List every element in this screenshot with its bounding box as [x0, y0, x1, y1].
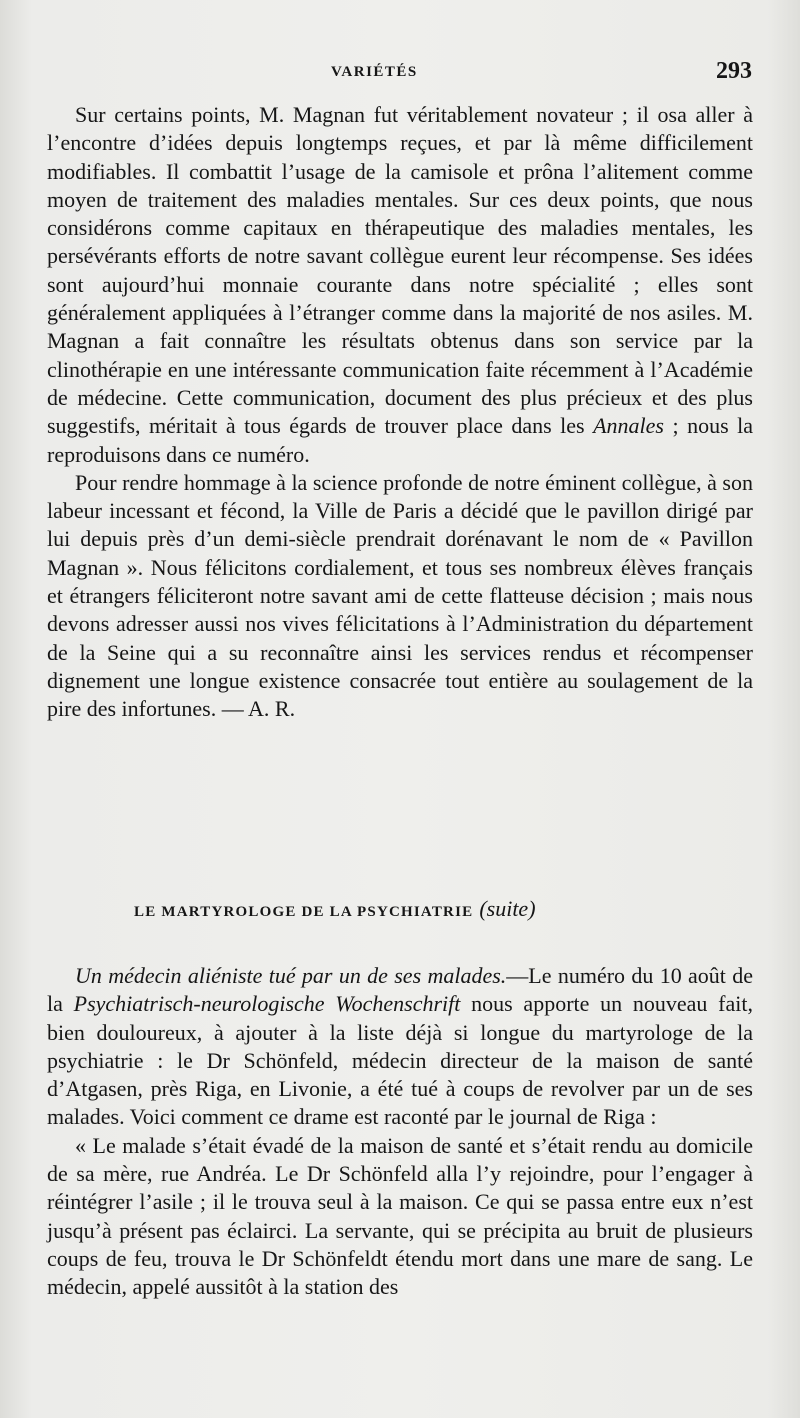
- paragraph-text: nous apporte un nouveau fait, bien douloureux, à ajouter à la liste déjà si longue du martyrologe de la psychiatrie : le Dr Schönfeld, médecin directeur de la maison de santé d’Atgasen, près Riga, en Livonie, a été tué à coups de revolver par un de ses malades. Voici comment ce drame est raconté par le journal de Riga :: [47, 991, 753, 1130]
- journal-title-annales: Annales: [593, 413, 664, 439]
- section-heading: [134, 896, 536, 922]
- paragraph-text: ; nous la reproduisons dans ce numéro.: [47, 413, 753, 467]
- page-number: 293: [716, 58, 752, 84]
- page-header: [0, 60, 800, 90]
- paragraph-text: Sur certains points, M. Magnan fut véritablement novateur ; il osa aller à l’encontre d’idées depuis longtemps reçues, et par là même difficilement modifiables. Il combattit l’usage de la camisole et prôna l’alitement comme moyen de traitement des maladies mentales. Sur ces deux points, que nous considérons comme capitaux en thérapeutique des maladies mentales, les persévérants efforts de notre savant collègue eurent leur récompense. Ses idées sont aujourd’hui monnaie courante dans notre spécialité ; elles sont généralement appliquées à l’étranger comme dans la majorité de nos asiles. M. Magnan a fait connaître les résultats obtenus dans son service par la clinothérapie en une intéressante communication faite récemment à l’Académie de médecine. Cette communication, document des plus précieux et des plus suggestifs, méritait à tous égards de trouver place dans les: [47, 102, 753, 439]
- lead-title: Un médecin aliéniste tué par un de ses malades.: [75, 963, 507, 988]
- section-heading-suite: (suite): [479, 896, 536, 921]
- article-martyrologe: [47, 962, 753, 1302]
- journal-title-wochenschrift: Psychiatrisch-neurologische Wochenschrift: [73, 991, 461, 1017]
- section-heading-text: LE MARTYROLOGE DE LA PSYCHIATRIE: [134, 904, 474, 920]
- paragraph-schonfeld-killed: [47, 962, 753, 1132]
- article-magnan: [47, 101, 753, 724]
- running-head: VARIÉTÉS: [331, 64, 418, 80]
- paragraph-pavillon-magnan: Pour rendre hommage à la science profonde de notre éminent collègue, à son labeur incessant et fécond, la Ville de Paris a décidé que le pavillon dirigé par lui depuis près d’un demi-siècle prendrait dorénavant le nom de « Pavillon Magnan ». Nous félicitons cordialement, et tous ses nombreux élèves français et étrangers féliciteront notre savant ami de cette flatteuse décision ; mais nous devons adresser aussi nos vives félicitations à l’Administration du département de la Seine qui a su reconnaître ainsi les services rendus et récompenser dignement une longue existence consacrée tout entière au soulagement de la pire des infortunes. — A. R.: [47, 469, 753, 722]
- paragraph-text: —Le numéro du 10 août de la: [47, 963, 753, 1017]
- paragraph-magnan-innovator: [47, 101, 753, 469]
- paragraph-riga-account: « Le malade s’était évadé de la maison de santé et s’était rendu au domicile de sa mère, rue Andréa. Le Dr Schönfeld alla l’y rejoindre, pour l’engager à réintégrer l’asile ; il le trouva seul à la maison. Ce qui se passa entre eux n’est jusqu’à présent pas éclairci. La servante, qui se précipita au bruit de plusieurs coups de feu, trouva le Dr Schönfeldt étendu mort dans une mare de sang. Le médecin, appelé aussitôt à la station des: [47, 1132, 753, 1300]
